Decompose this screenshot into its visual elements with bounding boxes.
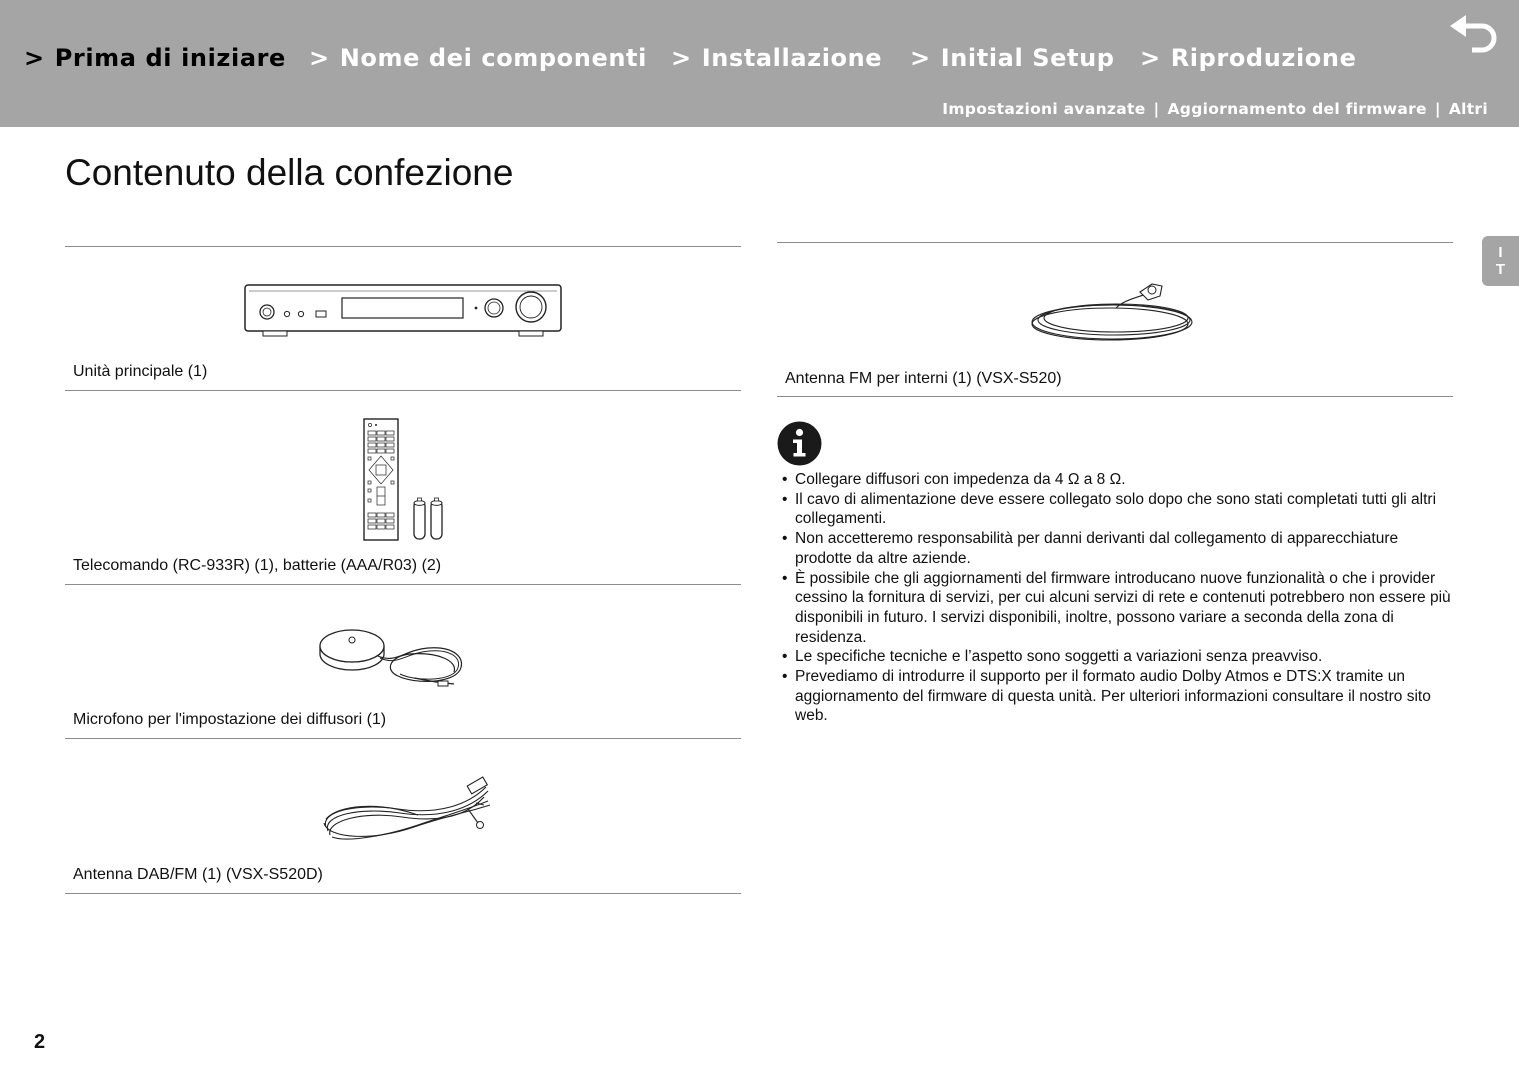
info-icon — [777, 421, 822, 466]
nav-chevron-icon: > — [1140, 44, 1161, 72]
language-tab-letter: I — [1498, 244, 1503, 261]
divider — [65, 584, 741, 585]
note-item: • Prevediamo di introdurre il supporto per il formato audio Dolby Atmos e DTS:X tramite un aggiornamento del firmware di questa unità. Per ulteriori informazioni consultare il nostro sito web. — [780, 667, 1452, 726]
page-number: 2 — [34, 1031, 46, 1053]
item-label-fm-antenna: Antenna FM per interni (1) (VSX-S520) — [785, 370, 1062, 387]
item-label-remote: Telecomando (RC-933R) (1), batterie (AAA/R03) (2) — [73, 557, 442, 574]
nav-chevron-icon: > — [309, 44, 330, 72]
nav-label: Nome dei componenti — [339, 44, 647, 72]
item-label-main-unit: Unità principale (1) — [73, 363, 208, 380]
sub-nav-impostazioni-avanzate[interactable]: Impostazioni avanzate — [942, 100, 1146, 118]
top-navigation-bar — [0, 0, 1519, 127]
sub-nav-altri[interactable]: Altri — [1448, 100, 1488, 118]
note-item: • Non accetteremo responsabilità per danni derivanti dal collegamento di apparecchiature prodotte da altre aziende. — [780, 529, 1452, 568]
sub-nav-separator: | — [1153, 100, 1160, 118]
item-label-microphone: Microfono per l'impostazione dei diffusori (1) — [73, 711, 387, 728]
nav-chevron-icon: > — [24, 44, 45, 72]
nav-initial-setup[interactable] — [910, 44, 1115, 72]
nav-riproduzione[interactable] — [1140, 44, 1356, 72]
language-tab-letter: T — [1495, 261, 1506, 278]
nav-label: Installazione — [701, 44, 883, 72]
nav-label: Initial Setup — [940, 44, 1115, 72]
divider — [65, 893, 741, 894]
battery-icon — [414, 498, 425, 539]
notes-list — [780, 470, 1452, 726]
divider — [777, 396, 1453, 397]
note-item: • Le specifiche tecniche e l’aspetto sono soggetti a variazioni senza preavviso. — [780, 647, 1452, 667]
main-unit-illustration — [243, 283, 563, 338]
nav-label: Riproduzione — [1170, 44, 1357, 72]
divider — [65, 390, 741, 391]
nav-chevron-icon: > — [671, 44, 692, 72]
nav-chevron-icon: > — [910, 44, 931, 72]
note-item: • Collegare diffusori con impedenza da 4 Ω a 8 Ω. — [780, 470, 1452, 490]
battery-icon — [431, 498, 442, 539]
dab-fm-antenna-illustration — [318, 775, 493, 845]
fm-antenna-illustration — [1028, 278, 1203, 348]
page-title: Contenuto della confezione — [65, 152, 514, 193]
language-tab[interactable] — [1482, 236, 1519, 286]
nav-label: Prima di iniziare — [54, 44, 286, 72]
remote-batteries-illustration — [360, 415, 450, 545]
note-item: • È possibile che gli aggiornamenti del firmware introducano nuove funzionalità o che i provider cessino la fornitura di servizi, per cui alcuni servizi di rete e contenuti potrebbero non essere più disponibili in futuro. I servizi disponibili, inoltre, possono variare a seconda della zona di residenza. — [780, 569, 1452, 648]
sub-nav-aggiornamento-firmware[interactable]: Aggiornamento del firmware — [1167, 100, 1427, 118]
divider — [777, 242, 1453, 243]
return-arrow-icon[interactable] — [1448, 14, 1500, 60]
microphone-illustration — [318, 620, 468, 692]
nav-installazione[interactable] — [671, 44, 882, 72]
nav-prima-di-iniziare[interactable] — [24, 44, 286, 72]
note-item: • Il cavo di alimentazione deve essere collegato solo dopo che sono stati completati tutti gli altri collegamenti. — [780, 490, 1452, 529]
secondary-navigation — [942, 100, 1488, 118]
nav-nome-dei-componenti[interactable] — [309, 44, 647, 72]
divider — [65, 246, 741, 247]
divider — [65, 738, 741, 739]
sub-nav-separator: | — [1434, 100, 1441, 118]
item-label-dab-fm-antenna: Antenna DAB/FM (1) (VSX-S520D) — [73, 866, 323, 883]
